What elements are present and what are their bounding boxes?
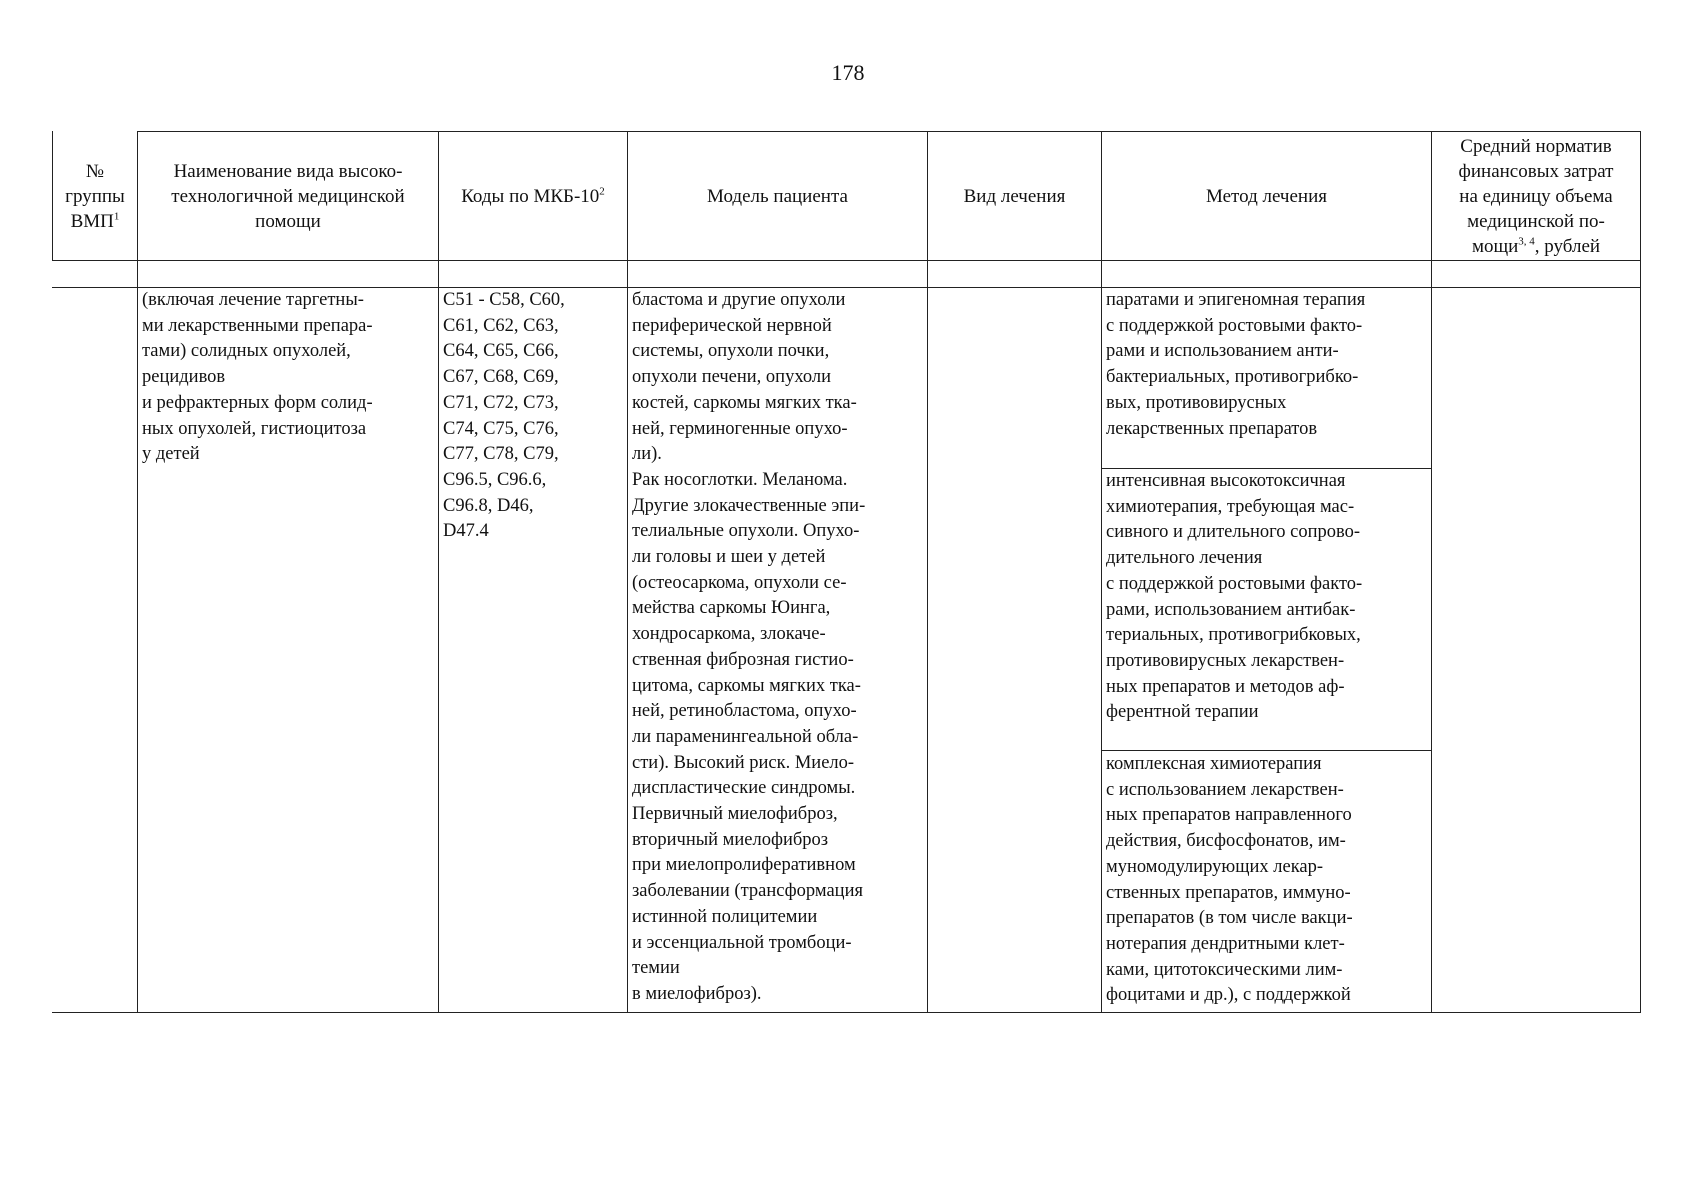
cell-line: ных препаратов и методов аф- — [1106, 676, 1345, 697]
col-border-4 — [927, 131, 928, 1012]
cell-line: ственная фиброзная гистио- — [632, 649, 854, 670]
header-col-type — [929, 133, 1100, 259]
cell-line: муномодулирующих лекар- — [1106, 856, 1324, 877]
header-col-codes — [440, 133, 626, 259]
header-col-cost-line-5a: мощи — [1471, 235, 1519, 257]
cell-line: вых, противовирусных — [1106, 392, 1287, 413]
cell-line: рецидивов — [142, 367, 226, 388]
cell-line: бластома и другие опухоли — [632, 290, 846, 310]
cell-line: опухоли печени, опухоли — [632, 367, 832, 388]
cell-line: C71, C72, C73, — [443, 392, 559, 413]
cell-method-block-3 — [1106, 752, 1353, 1009]
cell-method-block-1 — [1106, 288, 1365, 442]
cell-line: ных опухолей, гистиоцитоза — [142, 418, 367, 439]
header-bottom-border — [52, 260, 1641, 261]
cell-line: противовирусных лекарствен- — [1106, 650, 1345, 671]
cell-line: ли параменингеальной обла- — [632, 726, 859, 747]
cell-line: C51 - C58, C60, — [443, 290, 565, 310]
header-col-cost-line-2: финансовых затрат — [1458, 160, 1614, 182]
header-col-name-line-3: помощи — [255, 210, 321, 232]
cell-line: действия, бисфосфонатов, им- — [1106, 831, 1346, 852]
col-border-7 — [1640, 131, 1641, 1012]
header-col-name-line-2: технологичной медицинской — [171, 185, 405, 207]
cell-line: ли). — [632, 444, 662, 465]
cell-line: фоцитами и др.), с поддержкой — [1106, 985, 1351, 1006]
cell-line: с поддержкой ростовыми факто- — [1106, 315, 1363, 336]
cell-line: с использованием лекарствен- — [1106, 779, 1344, 800]
cell-line: (остеосаркома, опухоли се- — [632, 572, 847, 593]
cell-line: паратами и эпигеномная терапия — [1106, 290, 1366, 310]
cell-line: дительного лечения — [1106, 548, 1263, 569]
footnote-ref-2: 2 — [599, 185, 605, 198]
cell-line: нотерапия дендритными клет- — [1106, 933, 1345, 954]
footnote-ref-1: 1 — [113, 210, 120, 223]
header-col-method-text: Метод лечения — [1205, 185, 1327, 207]
cell-line: истинной полицитемии — [632, 906, 818, 927]
footnote-ref-3-4: 3, 4 — [1518, 235, 1535, 248]
cell-line: C61, C62, C63, — [443, 315, 559, 336]
cell-line: сивного и длительного сопрово- — [1106, 522, 1361, 543]
cell-line: ней, герминогенные опухо- — [632, 418, 848, 439]
col-border-1 — [137, 131, 138, 1012]
cell-line: мейства саркомы Юинга, — [632, 598, 831, 619]
cell-line: C96.5, C96.6, — [443, 469, 547, 490]
cell-line: периферической нервной — [632, 315, 832, 336]
cell-line: лекарственных препаратов — [1106, 418, 1318, 439]
cell-line: хондросаркома, злокаче- — [632, 624, 826, 645]
cell-line: цитома, саркомы мягких тка- — [632, 675, 861, 696]
cell-line: ственных препаратов, иммуно- — [1106, 882, 1351, 903]
cell-line: телиальные опухоли. Опухо- — [632, 521, 860, 542]
cell-line: рами и использованием анти- — [1106, 341, 1339, 362]
cell-line: в миелофиброз). — [632, 983, 762, 1004]
col-border-5 — [1101, 131, 1102, 1012]
cell-line: с поддержкой ростовыми факто- — [1106, 573, 1363, 594]
col-border-2 — [438, 131, 439, 1012]
cell-line: у детей — [142, 444, 200, 465]
cell-line: костей, саркомы мягких тка- — [632, 392, 857, 413]
table-bottom-border — [52, 1012, 1641, 1013]
cell-line: C67, C68, C69, — [443, 367, 559, 388]
cell-line: темии — [632, 958, 680, 979]
cell-line: C74, C75, C76, — [443, 418, 559, 439]
cell-line: ферентной терапии — [1106, 702, 1259, 723]
cell-method-block-2 — [1106, 469, 1362, 726]
cell-line: рами, использованием антибак- — [1106, 599, 1356, 620]
header-col-model — [629, 133, 926, 259]
header-col-name — [139, 133, 437, 259]
cell-line: препаратов (в том числе вакци- — [1106, 908, 1353, 929]
cell-line: заболевании (трансформация — [632, 881, 863, 902]
header-col-number-line-1: № — [85, 160, 105, 182]
cell-line: сти). Высокий риск. Миело- — [632, 752, 855, 773]
header-col-cost — [1433, 133, 1639, 259]
cell-treatment-name — [142, 288, 373, 468]
cell-line: D47.4 — [443, 521, 489, 542]
col-border-6 — [1431, 131, 1432, 1012]
cell-line: комплексная химиотерапия — [1106, 754, 1322, 774]
header-col-cost-line-1: Средний норматив — [1460, 135, 1612, 157]
header-col-cost-line-3: на единицу объема — [1459, 185, 1613, 207]
header-col-cost-line-4: медицинской по- — [1467, 210, 1605, 232]
header-col-name-line-1: Наименование вида высоко- — [173, 160, 403, 182]
header-col-cost-line-5b: , рублей — [1534, 235, 1601, 257]
cell-line: Первичный миелофиброз, — [632, 804, 838, 825]
cell-line: ней, ретинобластома, опухо- — [632, 701, 857, 722]
header-col-type-text: Вид лечения — [963, 185, 1066, 207]
cell-line: тами) солидных опухолей, — [142, 341, 351, 362]
page-number: 178 — [831, 60, 865, 85]
cell-line: диспластические синдромы. — [632, 778, 856, 799]
cell-line: ками, цитотоксическими лим- — [1106, 959, 1343, 980]
cell-line: Другие злокачественные эпи- — [632, 495, 866, 516]
cell-line: бактериальных, противогрибко- — [1106, 367, 1359, 388]
table-top-border — [137, 131, 1641, 132]
cell-line: и эссенциальной тромбоци- — [632, 932, 852, 953]
cell-icd-codes — [443, 288, 565, 545]
col-border-3 — [627, 131, 628, 1012]
cell-line: химиотерапия, требующая мас- — [1106, 496, 1355, 517]
header-col-method — [1103, 133, 1430, 259]
cell-line: ных препаратов направленного — [1106, 805, 1352, 826]
cell-line: C64, C65, C66, — [443, 341, 559, 362]
cell-line: системы, опухоли почки, — [632, 341, 830, 362]
cell-line: C96.8, D46, — [443, 495, 534, 516]
cell-line: при миелопролиферативном — [632, 855, 856, 876]
cell-line: ли головы и шеи у детей — [632, 547, 826, 568]
header-col-codes-text: Коды по МКБ-10 — [461, 185, 600, 207]
header-col-model-text: Модель пациента — [707, 185, 848, 207]
method-divider-2 — [1101, 750, 1431, 751]
cell-line: вторичный миелофиброз — [632, 829, 829, 850]
header-col-number-line-3: ВМП — [70, 210, 114, 232]
cell-line: C77, C78, C79, — [443, 444, 559, 465]
header-col-number — [54, 133, 136, 259]
header-col-number-line-2: группы — [65, 185, 125, 207]
cell-line: ми лекарственными препара- — [142, 315, 373, 336]
cell-line: и рефрактерных форм солид- — [142, 392, 373, 413]
cell-line: интенсивная высокотоксичная — [1106, 471, 1346, 491]
cell-patient-model — [632, 288, 865, 1008]
cell-line: териальных, противогрибковых, — [1106, 625, 1361, 646]
cell-line: (включая лечение таргетны- — [142, 290, 364, 310]
col-border-0 — [52, 131, 53, 260]
cell-line: Рак носоглотки. Меланома. — [632, 469, 848, 490]
